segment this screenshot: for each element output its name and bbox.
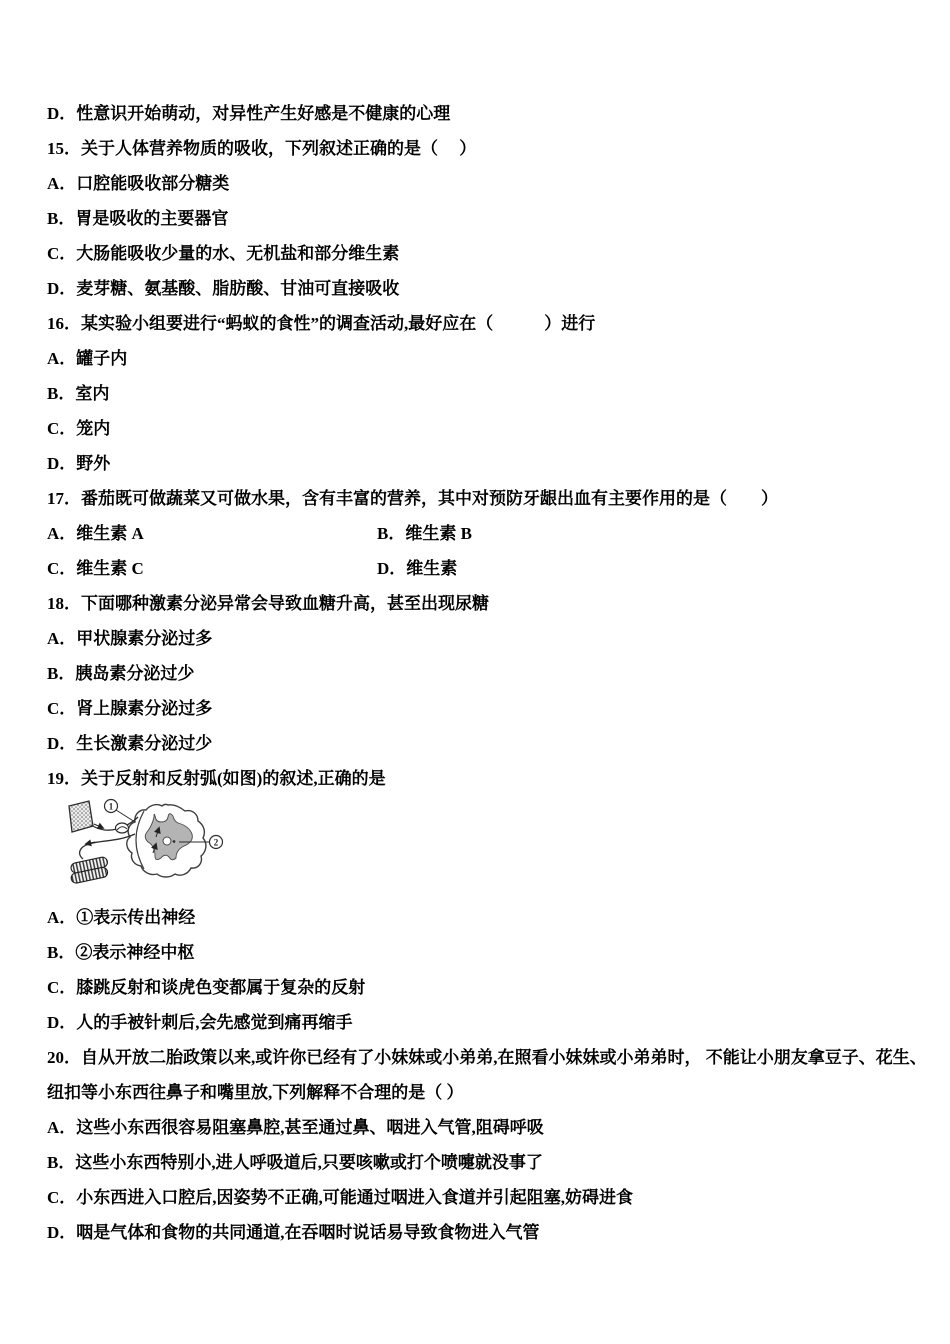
question-16 bbox=[47, 306, 905, 481]
question-20-option-d: D．咽是气体和食物的共同通道,在吞咽时说话易导致食物进入气管 bbox=[47, 1223, 540, 1242]
question-20-stem-line2: 纽扣等小东西往鼻子和嘴里放,下列解释不合理的是（ ） bbox=[47, 1083, 464, 1102]
question-19-option-b: B．②表示神经中枢 bbox=[47, 943, 195, 962]
question-17-options bbox=[47, 516, 905, 586]
question-16-option-c: C．笼内 bbox=[47, 419, 111, 438]
question-19-option-a: A．①表示传出神经 bbox=[47, 908, 196, 927]
skin-receptor bbox=[69, 801, 93, 832]
question-17-stem: 17．番茄既可做蔬菜又可做水果，含有丰富的营养，其中对预防牙龈出血有主要作用的是（ ） bbox=[47, 489, 778, 508]
question-16-option-b: B．室内 bbox=[47, 384, 110, 403]
question-18-option-c: C．肾上腺素分泌过多 bbox=[47, 699, 213, 718]
question-20 bbox=[47, 1040, 927, 1250]
question-18-option-b: B．胰岛素分泌过少 bbox=[47, 664, 195, 683]
question-19-option-c: C．膝跳反射和谈虎色变都属于复杂的反射 bbox=[47, 978, 366, 997]
question-15 bbox=[47, 131, 905, 306]
question-18-option-a: A．甲状腺素分泌过多 bbox=[47, 629, 213, 648]
question-18 bbox=[47, 586, 905, 761]
question-20-stem-line1: 20．自从开放二胎政策以来,或许你已经有了小妹妹或小弟弟,在照看小妹妹或小弟弟时， 不能让小朋友拿豆子、花生、 bbox=[47, 1048, 927, 1067]
reflex-arc-figure bbox=[47, 796, 905, 900]
question-16-option-d: D．野外 bbox=[47, 454, 111, 473]
question-15-stem: 15．关于人体营养物质的吸收，下列叙述正确的是（ ） bbox=[47, 139, 477, 158]
question-16-option-a: A．罐子内 bbox=[47, 349, 128, 368]
figure-label-1 bbox=[105, 800, 136, 823]
central-canal bbox=[163, 837, 171, 845]
muscle-effector bbox=[68, 856, 110, 884]
question-15-option-c: C．大肠能吸收少量的水、无机盐和部分维生素 bbox=[47, 244, 400, 263]
question-17-option-d: D．维生素 bbox=[377, 559, 458, 578]
reflex-arc-diagram bbox=[57, 796, 243, 898]
synapse-dot bbox=[173, 840, 176, 843]
question-14-option-d: D．性意识开始萌动，对异性产生好感是不健康的心理 bbox=[47, 104, 451, 123]
question-17-option-b: B．维生素 B bbox=[377, 524, 472, 543]
question-20-option-c: C．小东西进入口腔后,因姿势不正确,可能通过咽进入食道并引起阻塞,妨碍进食 bbox=[47, 1188, 634, 1207]
question-16-stem: 16．某实验小组要进行“蚂蚁的食性”的调查活动,最好应在（ ）进行 bbox=[47, 314, 596, 333]
figure-label-1-text: 1 bbox=[108, 801, 114, 812]
question-20-option-b: B．这些小东西特别小,进人呼吸道后,只要咳嗽或打个喷嚏就没事了 bbox=[47, 1153, 543, 1172]
question-19-stem: 19．关于反射和反射弧(如图)的叙述,正确的是 bbox=[47, 769, 386, 788]
question-17 bbox=[47, 481, 905, 586]
question-15-option-a: A．口腔能吸收部分糖类 bbox=[47, 174, 230, 193]
question-15-option-b: B．胃是吸收的主要器官 bbox=[47, 209, 229, 228]
question-19 bbox=[47, 761, 905, 1040]
question-15-option-d: D．麦芽糖、氨基酸、脂肪酸、甘油可直接吸收 bbox=[47, 279, 400, 298]
question-20-option-a: A．这些小东西很容易阻塞鼻腔,甚至通过鼻、咽进入气管,阻碍呼吸 bbox=[47, 1118, 544, 1137]
question-19-option-d: D．人的手被针刺后,会先感觉到痛再缩手 bbox=[47, 1013, 353, 1032]
question-18-option-d: D．生长激素分泌过少 bbox=[47, 734, 213, 753]
question-17-option-c: C．维生素 C bbox=[47, 559, 144, 578]
question-17-option-a: A．维生素 A bbox=[47, 524, 144, 543]
question-18-stem: 18．下面哪种激素分泌异常会导致血糖升高，甚至出现尿糖 bbox=[47, 594, 489, 613]
figure-label-2-text: 2 bbox=[213, 837, 219, 848]
